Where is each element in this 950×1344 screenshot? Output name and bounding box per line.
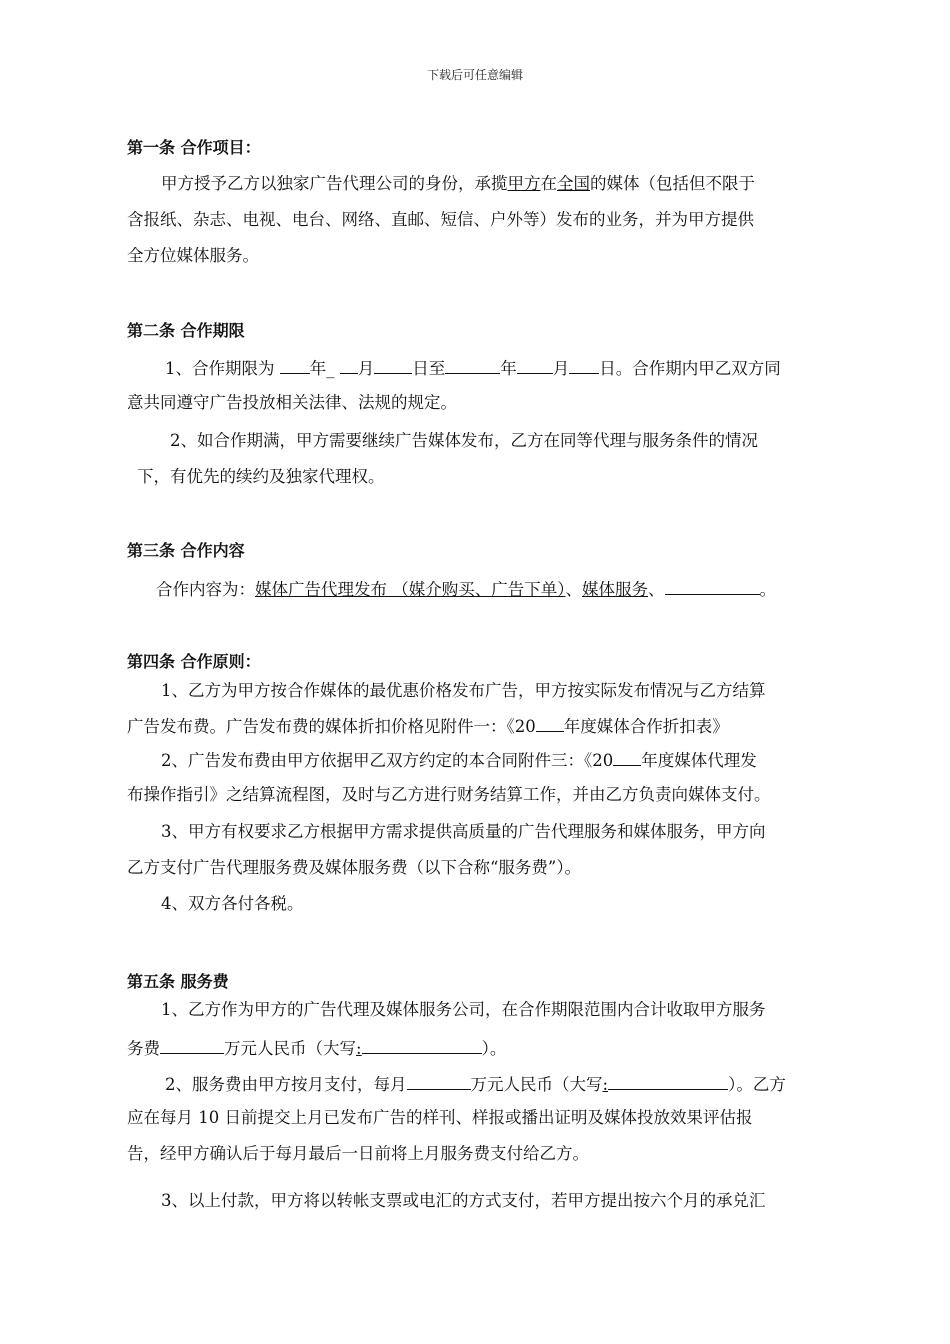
blank-month-end bbox=[517, 355, 553, 374]
blank-day-end bbox=[569, 355, 599, 374]
article-2-para-2-line-1: 2、如合作期满，甲方需要继续广告媒体发布，乙方在同等代理与服务条件的情况 bbox=[170, 431, 758, 450]
article-5-para-3-line-1: 3、以上付款，甲方将以转帐支票或电汇的方式支付，若甲方提出按六个月的承兑汇 bbox=[161, 1191, 766, 1210]
article-4-para-4: 4、双方各付各税。 bbox=[161, 894, 304, 913]
article-2-para-1-line-2: 意共同遵守广告投放相关法律、法规的规定。 bbox=[127, 393, 457, 412]
article-5-para-1-line-1: 1、乙方作为甲方的广告代理及媒体服务公司，在合作期限范围内合计收取甲方服务 bbox=[161, 1000, 766, 1019]
article-1-line-1: 甲方授予乙方以独家广告代理公司的身份，承揽甲方在全国的媒体（包括但不限于 bbox=[161, 174, 755, 193]
article-5-para-2-line-2: 应在每月 10 日前提交上月已发布广告的样刊、样报或播出证明及媒体投放效果评估报 bbox=[127, 1108, 753, 1127]
blank-month-start bbox=[340, 355, 358, 374]
blank-year-end bbox=[445, 355, 500, 374]
article-2-para-2-line-2: 下，有优先的续约及独家代理权。 bbox=[137, 467, 385, 486]
blank-total-fee-uppercase bbox=[362, 1035, 482, 1054]
article-4-para-1-line-1: 1、乙方为甲方按合作媒体的最优惠价格发布广告，甲方按实际发布情况与乙方结算 bbox=[161, 681, 766, 700]
blank-year-guide bbox=[613, 747, 641, 766]
article-4-heading: 第四条 合作原则： bbox=[127, 652, 261, 671]
article-2-para-1-line-1: 1、合作期限为 年_ 月 日至 年 月 日。合作期内甲乙双方同 bbox=[165, 355, 781, 381]
article-4-para-1-line-2: 广告发布费。广告发布费的媒体折扣价格见附件一：《20 年度媒体合作折扣表》 bbox=[127, 713, 729, 739]
blank-monthly-fee-uppercase bbox=[608, 1071, 728, 1090]
blank-day-start bbox=[374, 355, 412, 374]
header-note: 下载后可任意编辑 bbox=[426, 68, 523, 82]
blank-year-discount bbox=[536, 713, 564, 732]
article-5-para-2-line-3: 告，经甲方确认后于每月最后一日前将上月服务费支付给乙方。 bbox=[127, 1144, 589, 1163]
article-5-heading: 第五条 服务费 bbox=[127, 972, 229, 991]
article-1-line-2: 含报纸、杂志、电视、电台、网络、直邮、短信、户外等）发布的业务，并为甲方提供 bbox=[127, 210, 754, 229]
article-5-para-2-line-1: 2、服务费由甲方按月支付，每月 万元人民币（大写: ）。乙方 bbox=[165, 1071, 786, 1097]
article-3-line-1: 合作内容为：媒体广告代理发布 （媒介购买、广告下单）、媒体服务、 。 bbox=[156, 576, 776, 602]
article-5-para-1-line-2: 务费 万元人民币（大写: ）。 bbox=[127, 1035, 506, 1061]
blank-year-start bbox=[280, 355, 310, 374]
article-4-para-2-line-2: 布操作指引》之结算流程图，及时与乙方进行财务结算工作，并由乙方负责向媒体支付。 bbox=[127, 785, 771, 804]
blank-total-fee bbox=[160, 1035, 224, 1054]
article-1-line-3: 全方位媒体服务。 bbox=[127, 246, 259, 265]
article-4-para-2-line-1: 2、广告发布费由甲方依据甲乙双方约定的本合同附件三：《20 年度媒体代理发 bbox=[161, 747, 757, 773]
article-2-heading: 第二条 合作期限 bbox=[127, 321, 245, 340]
article-4-para-3-line-2: 乙方支付广告代理服务费及媒体服务费（以下合称“服务费”）。 bbox=[127, 858, 582, 877]
blank-cooperation-content bbox=[665, 576, 760, 595]
blank-monthly-fee bbox=[407, 1071, 471, 1090]
article-3-heading: 第三条 合作内容 bbox=[127, 541, 245, 560]
article-1-heading: 第一条 合作项目： bbox=[127, 138, 261, 157]
article-4-para-3-line-1: 3、甲方有权要求乙方根据甲方需求提供高质量的广告代理服务和媒体服务，甲方向 bbox=[161, 822, 766, 841]
